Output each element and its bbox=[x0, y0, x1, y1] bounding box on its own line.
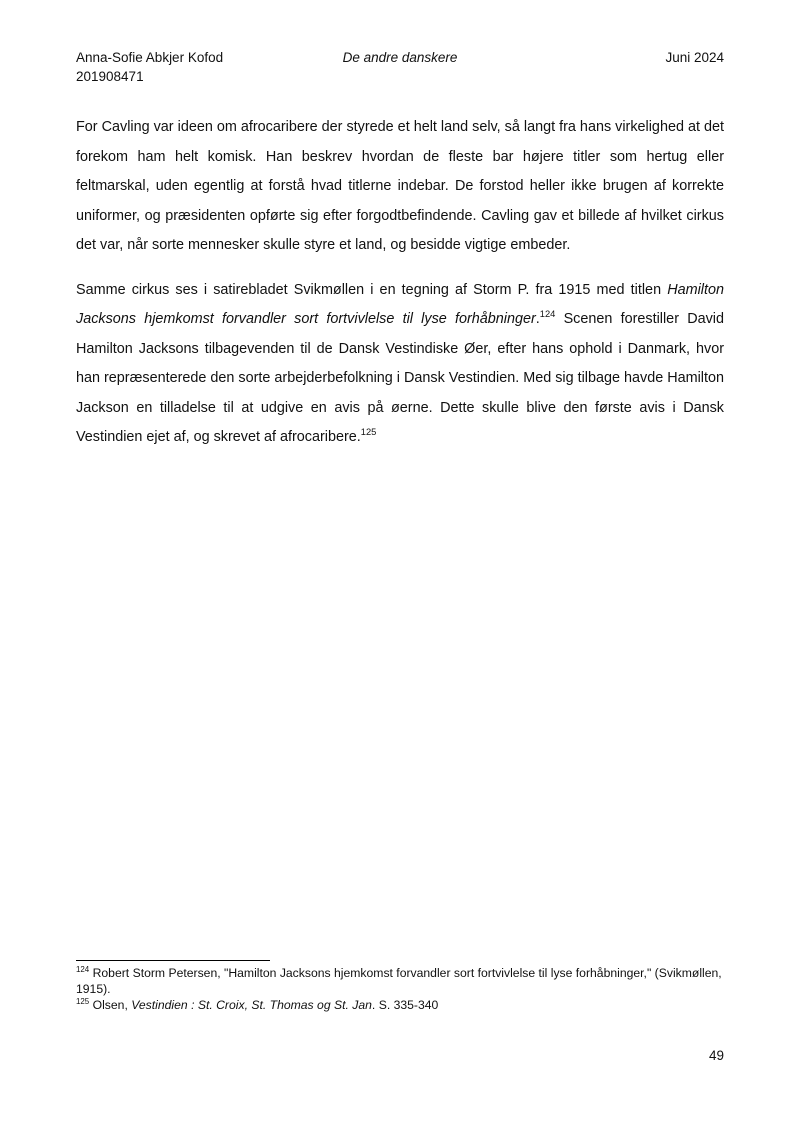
paragraph-2-mid: Scenen forestiller David Hamilton Jacksons tilbagevenden til de Dansk Vestindiske Øer, efter hans ophold i Danmark, hvor han repræsenterede den sorte arbejderbefolkning i Dansk Vestindien. Med sig tilbage havde Hamilton Jackson en tilladelse til at udgive en avis på øerne. Dette skulle blive den første avis i Dansk Vestindien ejet af, og skrevet af afrocaribere. bbox=[76, 311, 724, 445]
footnote-italic-title: Vestindien : St. Croix, St. Thomas og St. Jan bbox=[131, 998, 372, 1012]
footnote-number: 124 bbox=[76, 964, 90, 974]
footnote-ref-124[interactable]: 124 bbox=[539, 309, 556, 320]
header-title: De andre danskere bbox=[342, 50, 458, 65]
paragraph-2-pre: Samme cirkus ses i satirebladet Svikmøllen i en tegning af Storm P. fra 1915 med titlen bbox=[76, 281, 668, 298]
body-text bbox=[76, 113, 724, 468]
paragraph-2-italic-title: Hamilton Jacksons hjemkomst forvandler sort fortvivlelse til lyse forhåbninger bbox=[76, 281, 724, 327]
paragraph-2-period: . bbox=[535, 311, 540, 327]
footnote-125 bbox=[76, 997, 724, 1013]
paragraph-1: For Cavling var ideen om afrocaribere der styrede et helt land selv, så langt fra hans virkelighed at det forekom ham helt komisk. Han beskrev hvordan de fleste bar højere titler som hertug eller feltmarskal, uden egentlig at forstå hvad titlerne indebar. De forstod heller ikke brugen af korrekte uniformer, og præsidenten opførte sig efter forgodtbefindende. Cavling gav et billede af hvilket cirkus det var, når sorte mennesker skulle styre et land, og besidde vigtige embeder. bbox=[76, 119, 724, 253]
footnote-ref-125[interactable]: 125 bbox=[360, 427, 377, 438]
footnote-divider bbox=[76, 960, 270, 961]
paragraph-2 bbox=[76, 276, 724, 453]
footnote-text-pre: Olsen, bbox=[89, 998, 132, 1012]
header-date: Juni 2024 bbox=[665, 50, 724, 65]
footnote-124 bbox=[76, 965, 724, 997]
footnote-text: Robert Storm Petersen, "Hamilton Jacksons hjemkomst forvandler sort fortvivlelse til lyse forhåbninger," (Svikmøllen, 1915). bbox=[76, 966, 722, 996]
footnote-number: 125 bbox=[76, 996, 90, 1006]
header-student-id: 201908471 bbox=[76, 69, 144, 84]
footnotes bbox=[76, 965, 724, 1013]
header-author: Anna-Sofie Abkjer Kofod bbox=[76, 50, 224, 65]
footnote-text-post: . S. 335-340 bbox=[371, 998, 439, 1012]
page-number: 49 bbox=[708, 1048, 724, 1063]
